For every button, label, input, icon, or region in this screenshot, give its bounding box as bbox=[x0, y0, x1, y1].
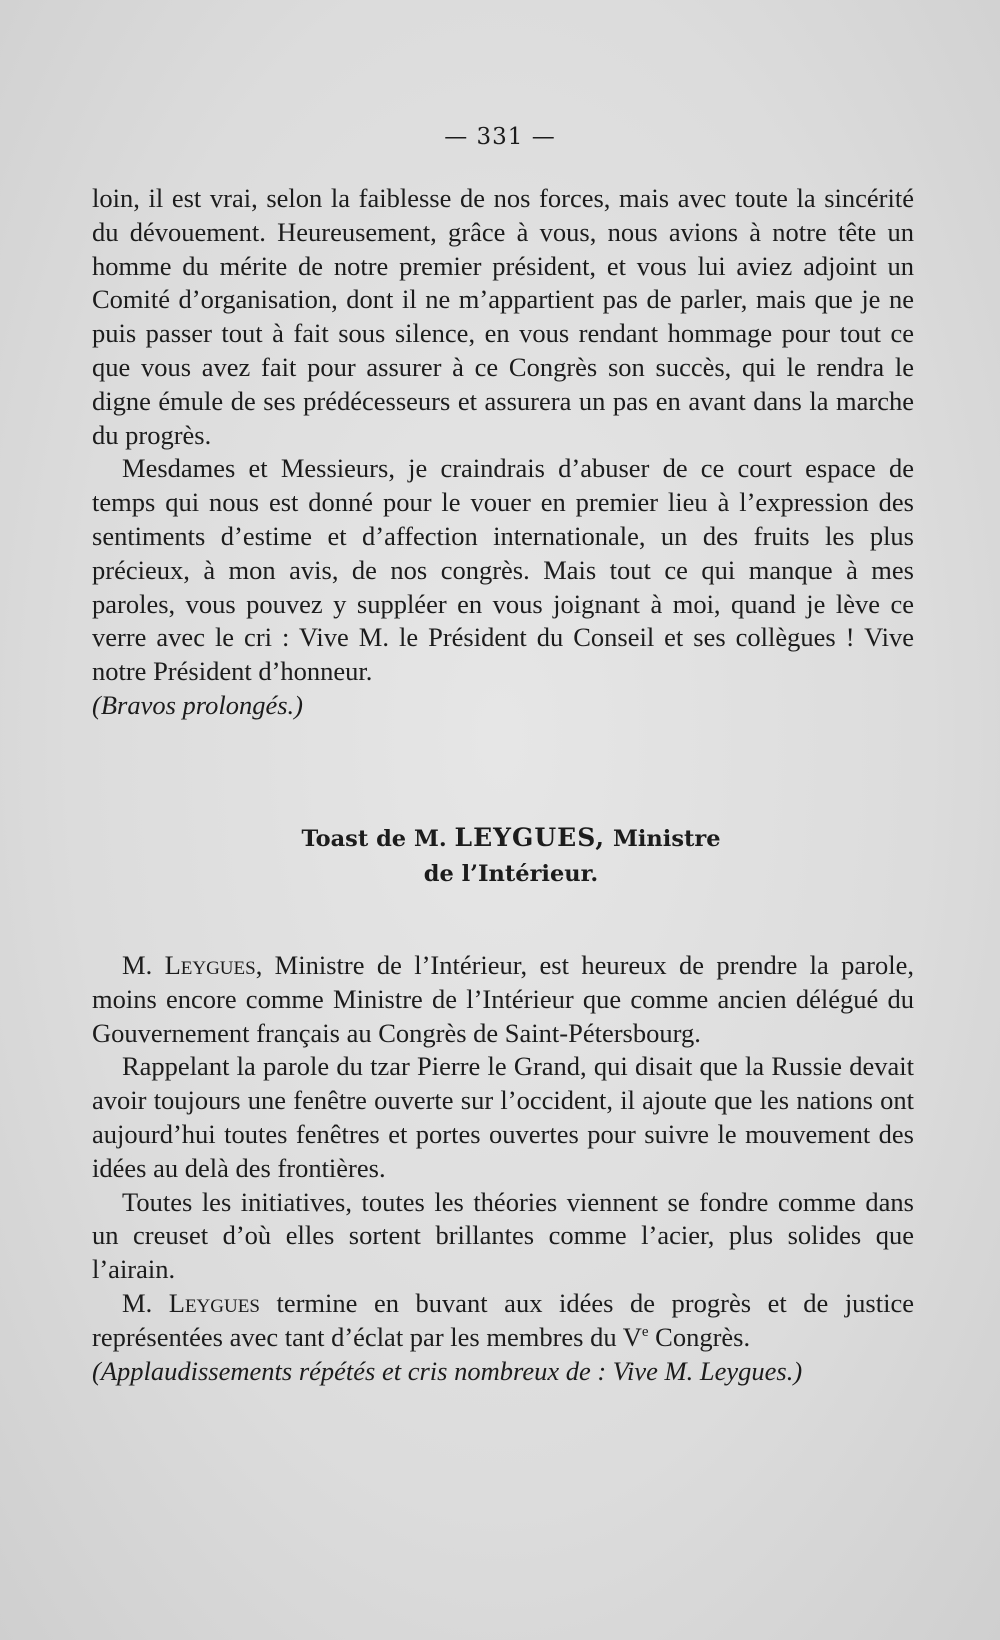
body-text-top bbox=[92, 182, 914, 723]
applause-note: (Bravos prolongés.) bbox=[92, 689, 303, 720]
closing-applause: (Applaudissements répétés et cris nombreux de : Vive M. Leygues.) bbox=[92, 1355, 803, 1386]
para3-name: Leygues bbox=[164, 950, 256, 980]
para6-text: termine en buvant aux idées de progrès et de justice représentées avec tant d’éclat par les membres du V bbox=[92, 1287, 914, 1352]
section-heading-line2: de l’Intérieur. bbox=[423, 861, 599, 887]
paragraph-initiatives: Toutes les initiatives, toutes les théories viennent se fondre comme dans un creuset d’où elles sortent brillantes comme l’acier, plus solides que l’airain. bbox=[92, 1186, 914, 1285]
heading-prefix: Toast de M. bbox=[301, 826, 447, 852]
body-text-bottom bbox=[92, 949, 914, 1388]
paragraph-toast bbox=[92, 452, 914, 722]
paragraph-toast-text: Mesdames et Messieurs, je craindrais d’abuser de ce court espace de temps qui nous est donné pour le vouer en premier lieu à l’expression des sentiments d’estime et d’affection internationale, un des fruits les plus précieux, à mon avis, de nos congrès. Mais tout ce qui manque à mes paroles, vous pouvez y suppléer en vous joignant à moi, quand je lève ce verre avec le cri : Vive M. le Président du Conseil et ses collègues ! Vive notre Président d’honneur. bbox=[92, 453, 914, 687]
heading-title: Ministre bbox=[612, 826, 721, 852]
para6-sup: e bbox=[641, 1323, 649, 1340]
heading-name: LEYGUES, bbox=[454, 823, 606, 852]
paragraph-closing bbox=[92, 1287, 914, 1388]
para3-text: , Ministre de l’Intérieur, est heureux de prendre la parole, moins encore comme Ministre de l’Intérieur que comme ancien délégué du Gouvernement français au Congrès de Saint-Pétersbourg. bbox=[92, 950, 915, 1048]
section-heading bbox=[0, 820, 1000, 857]
paragraph-pierre: Rappelant la parole du tzar Pierre le Grand, qui disait que la Russie devait avoir toujours une fenêtre ouverte sur l’occident, il ajoute que les nations ont aujourd’hui toutes fenêtres et portes ouvertes pour suivre le mouvement des idées au delà des frontières. bbox=[92, 1051, 914, 1183]
para6-end: Congrès. bbox=[648, 1321, 751, 1352]
paragraph-intro bbox=[92, 949, 914, 1050]
para6-lead: M. bbox=[122, 1287, 153, 1318]
paragraph-continuation: loin, il est vrai, selon la faiblesse de nos forces, mais avec toute la sincérité du dévouement. Heureusement, grâce à vous, nous avions à notre tête un homme du mérite de notre premier président, et vous lui aviez adjoint un Comité d’organisation, dont il ne m’appartient pas de parler, mais que je ne puis passer tout à fait sous silence, en vous rendant hommage pour tout ce que vous avez fait pour assurer à ce Congrès son succès, qui le rendra le digne émule de ses prédécesseurs et assurera un pas en avant dans la marche du progrès. bbox=[92, 183, 914, 450]
para3-lead: M. bbox=[122, 950, 153, 980]
para6-name: Leygues bbox=[168, 1287, 260, 1318]
page-number: — 331 — bbox=[444, 124, 556, 150]
